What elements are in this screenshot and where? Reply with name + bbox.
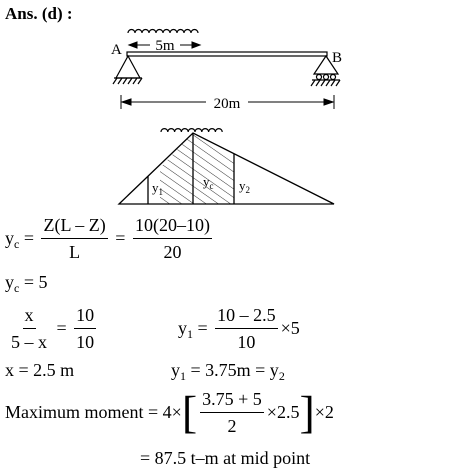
mm-label: Maximum moment xyxy=(5,402,144,422)
load-coils-top xyxy=(128,30,198,34)
support-a-pin xyxy=(113,56,142,84)
beam-diagram xyxy=(0,0,455,215)
ild-hatched-region xyxy=(160,133,234,204)
y1-fraction: $\frac{10 - 2.5}{10}$ xyxy=(217,305,276,352)
ild-label-yc: $y_c$ xyxy=(203,174,214,191)
yc-result: $y_c = 5$ xyxy=(5,272,48,295)
x-result: x = 2.5 m xyxy=(5,360,75,380)
load-coils-ild xyxy=(161,129,222,132)
yc-eq-sign-2: = xyxy=(115,228,126,248)
y1-result: $y_1 = 3.75m = y_2$ xyxy=(171,360,285,383)
answer-heading: Ans. (d) : xyxy=(5,4,73,23)
yc-eq-sign: = xyxy=(23,228,34,248)
prop-fraction-1: $\frac{x}{5 - x}$ xyxy=(11,305,47,352)
span-label: 20m xyxy=(213,96,241,112)
support-a-label: A xyxy=(111,42,122,58)
yc-lhs: $y_c$ xyxy=(5,228,20,251)
maximum-moment-formula: Maximum moment = 4×[ $\frac{3.75 + 5}{2}$ ×2.5]×2 xyxy=(5,386,334,438)
y1-formula: $y_1$ = $\frac{10 - 2.5}{10}$ ×5 xyxy=(178,305,300,352)
support-b-label: B xyxy=(332,50,343,66)
yc-fraction-general: $\frac{Z(L - Z)}{L}$ xyxy=(43,215,106,262)
yc-formula xyxy=(5,214,215,263)
yc-fraction-values: $\frac{10(20-10)}{20}$ xyxy=(134,215,210,262)
ild-label-y1: $y_1$ xyxy=(152,180,163,197)
ild-label-y2: $y_2$ xyxy=(239,178,250,195)
final-result: = 87.5 t–m at mid point xyxy=(140,448,311,468)
similar-triangle-proportion: $\frac{x}{5 - x}$ = $\frac{10}{10}$ xyxy=(11,305,95,352)
prop-fraction-2: $\frac{10}{10}$ xyxy=(76,305,95,352)
mm-fraction: $\frac{3.75 + 5}{2}$ xyxy=(202,389,262,436)
load-length-label: 5m xyxy=(155,38,175,54)
